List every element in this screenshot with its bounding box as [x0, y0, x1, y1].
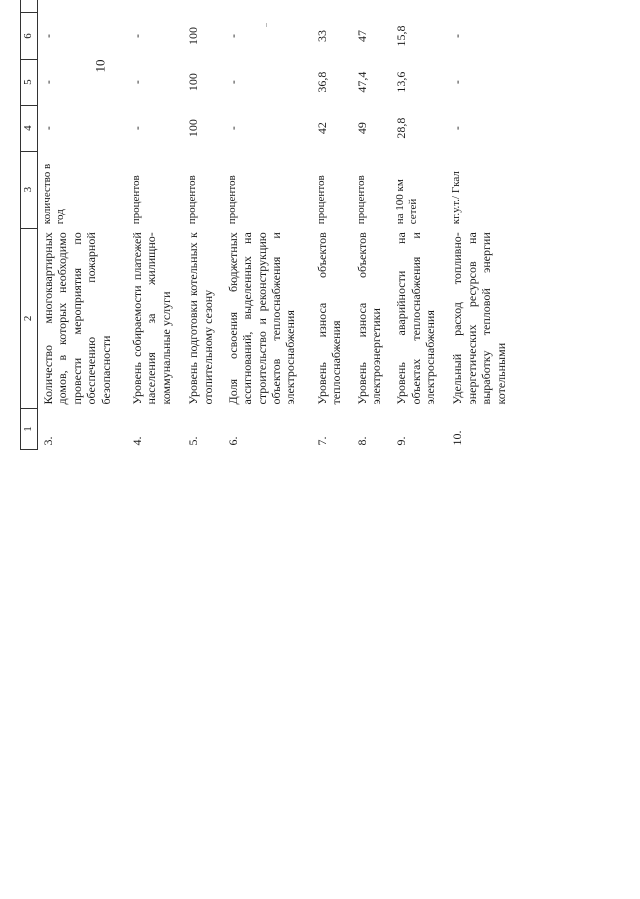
table-row [127, 0, 183, 450]
indicator-value: 13,6 [394, 71, 409, 93]
column-header: 1 [21, 408, 38, 449]
indicator-value: 28,8 [394, 117, 409, 139]
page-number: 10 [92, 59, 108, 73]
indicator-value: 42 [314, 122, 329, 135]
table-row [38, 0, 128, 450]
row-number: 4. [130, 436, 145, 446]
table-row [223, 0, 312, 450]
indicator-value [183, 0, 223, 13]
indicator-value: - [450, 34, 465, 39]
table-body [21, 0, 521, 450]
column-header: 6 [21, 13, 38, 59]
indicator-value: - [38, 59, 128, 105]
indicator-name: Уровень собираемости платежей населения за жилищно-коммунальные услуги [130, 232, 173, 405]
indicator-value: - [130, 126, 145, 131]
indicator-value: 100 [186, 119, 201, 138]
indicator-value [352, 0, 392, 13]
column-header: 2 [21, 228, 38, 408]
indicators-table [20, 0, 520, 450]
indicator-value: - [38, 13, 128, 59]
indicator-value: 100 [186, 27, 201, 46]
indicator-value [312, 0, 352, 13]
indicator-value: - [225, 126, 240, 131]
row-number: 10. [450, 430, 465, 446]
indicator-value: - [450, 126, 465, 131]
unit-of-measure: процентов [130, 175, 143, 225]
indicator-value: - [38, 105, 128, 151]
indicator-value: - [225, 80, 240, 85]
indicator-value: 47,4 [354, 71, 369, 93]
indicator-name: Уровень износа объектов теплоснабжения [314, 232, 344, 405]
unit-of-measure: процентов [314, 175, 327, 225]
indicator-value: 47 [354, 30, 369, 43]
table-row [447, 0, 520, 450]
table-row [312, 0, 352, 450]
indicator-value: - [450, 80, 465, 85]
indicator-value: - [130, 34, 145, 39]
row-number: 5. [186, 436, 201, 446]
column-header: 4 [21, 105, 38, 151]
unit-of-measure: процентов [354, 175, 367, 225]
indicator-value: 49 [354, 122, 369, 135]
rotated-table-container [20, 0, 520, 450]
indicator-value [127, 0, 183, 13]
indicator-value: 15,8 [394, 25, 409, 47]
indicator-name: Удельный расход топливно-энергетических ресурсов на выработку тепловой энергии котельными [450, 232, 508, 405]
row-number: 3. [38, 408, 128, 449]
indicator-name: Уровень износа объектов электроэнергетики [354, 232, 383, 405]
column-number-row [21, 0, 38, 450]
row-number: 9. [394, 436, 409, 446]
unit-of-measure: процентов [186, 175, 199, 225]
indicator-name: Количество многоквартирных домов, в которых необходимо провести мероприятия по обеспечению пожарной безопасности [38, 228, 128, 408]
column-header: 5 [21, 59, 38, 105]
indicator-name: Уровень аварийности на объектах теплоснабжения и электроснабжения [394, 232, 438, 405]
indicator-value [391, 0, 447, 13]
row-number: 8. [354, 436, 369, 446]
indicator-value: 33 [314, 30, 329, 43]
indicator-value [447, 0, 520, 13]
unit-of-measure: кг.у.т./ Гкал [450, 171, 463, 225]
indicator-value [38, 0, 128, 13]
indicator-value: - [225, 34, 240, 39]
column-header [21, 0, 38, 13]
column-header: 3 [21, 151, 38, 228]
unit-of-measure: процентов [225, 175, 238, 225]
indicator-value: 36,8 [314, 71, 329, 93]
row-number: 6. [225, 436, 240, 446]
table-row [183, 0, 223, 450]
indicator-value: - [130, 80, 145, 85]
table-row [391, 0, 447, 450]
table-row [352, 0, 392, 450]
indicator-value: 100 [186, 73, 201, 92]
indicator-name: Уровень подготовки котельных к отопительному сезону [186, 232, 215, 405]
indicator-name: Доля освоения бюджетных ассигнований, выделенных на строительство и реконструкцию объектов теплоснабжения и электроснабжения [225, 232, 298, 405]
row-number: 7. [314, 436, 329, 446]
unit-of-measure: на 100 км сетей [394, 179, 420, 225]
unit-of-measure: количество в год [38, 151, 128, 228]
indicator-value [223, 0, 312, 13]
